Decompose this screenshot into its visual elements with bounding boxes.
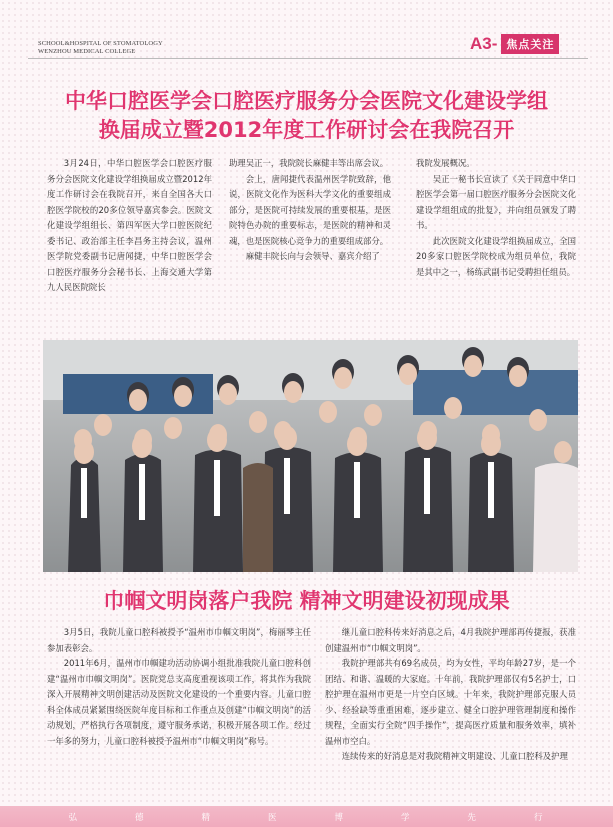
article1-column-2 (229, 156, 391, 326)
article1-title-line1: 中华口腔医学会口腔医疗服务分会医院文化建设学组 (65, 89, 548, 113)
footer-motto-char: 弘 (68, 812, 79, 823)
group-photo (43, 340, 578, 572)
article1-column-1 (47, 156, 212, 326)
article2-paragraph: 继儿童口腔科传来好消息之后，4月我院护理部再传捷报，获准创建温州市“巾帼文明岗”。 (325, 627, 576, 653)
article2-paragraph: 2011年6月，温州市巾帼建功活动协调小组批准我院儿童口腔科创建“温州市巾帼文明岗”。医院党总支高度重视该项工作，将其作为我院深入开展精神文明创建活动及医院文化建设的一个重要内容。儿童口腔科全体成员紧紧围绕医院年度目标和工作重点及创建“巾帼文明岗”的活动规划，严格执行各项制度，遵守服务承诺，积极开展各项工作。经过一年多的努力，儿童口腔科被授予温州市“巾帼文明岗”称号。 (47, 658, 311, 746)
footer-motto-char: 医 (267, 812, 279, 823)
article2-paragraph: 3月5日，我院儿童口腔科被授予“温州市巾帼文明岗”，梅丽琴主任参加表彰会。 (47, 627, 311, 653)
school-name-line2: WENZHOU MEDICAL COLLEGE (38, 48, 136, 55)
article2-column-2 (325, 625, 576, 806)
footer-motto-char: 博 (334, 812, 346, 823)
section-label: 焦点关注 (501, 34, 559, 54)
article2-column-1 (47, 625, 311, 801)
article2-paragraph: 连续传来的好消息是对我院精神文明建设、儿童口腔科及护理 (341, 751, 568, 761)
footer-motto-band (0, 806, 613, 827)
school-name-block (38, 40, 163, 56)
page-number: A3- (470, 34, 498, 53)
article1-title-line2: 换届成立暨2012年度工作研讨会在我院召开 (98, 118, 515, 142)
header-divider (28, 58, 588, 59)
article1-paragraph: 3月24日，中华口腔医学会口腔医疗服务分会医院文化建设学组换届成立暨2012年度工作研讨会在我院召开，来自全国各大口腔医学院校的20多位领导嘉宾参会。医院文化建设学组组长、第四军医大学口腔医院纪委书记、政治部主任李昌务主持会议，温州医学院党委副书记唐闻捷，中华口腔医学会口腔医疗服务分会秘书长、上海交通大学第九人民医院院长 (47, 158, 212, 292)
article1-paragraph: 此次医院文化建设学组换届成立，全国20多家口腔医学院校成为组员单位，我院是其中之一，杨练武副书记受聘担任组员。 (416, 235, 576, 277)
article2-title: 巾帼文明岗落户我院 精神文明建设初现成果 (103, 589, 510, 613)
group-photo-illustration (43, 340, 578, 572)
footer-motto-char: 德 (134, 812, 146, 823)
article1-paragraph: 会上，唐闻捷代表温州医学院致辞，他说，医院文化作为医科大学文化的重要组成部分，是医院可持续发展的重要根基，是医院特色办院的重要标志，是医院的精神和灵魂，也是医院核心竞争力的重要组成部分。 (229, 173, 391, 246)
school-name-line1: SCHOOL&HOSPITAL OF STOMATOLOGY (38, 40, 163, 47)
page-tag (470, 34, 559, 54)
article1-column-3 (416, 156, 576, 326)
footer-motto-char: 先 (467, 812, 479, 823)
article1-paragraph: 吴正一秘书长宣读了《关于同意中华口腔医学会第一届口腔医疗服务分会医院文化建设学组组成的批复》，并向组员颁发了聘书。 (416, 173, 576, 230)
article1-paragraph: 我院发展概况。 (416, 158, 475, 168)
footer-motto-char: 学 (401, 812, 412, 823)
article1-paragraph: 助理吴正一，我院院长麻健丰等出席会议。 (229, 158, 389, 168)
article1-paragraph: 麻健丰院长向与会领导、嘉宾介绍了 (245, 251, 380, 261)
article2-paragraph: 我院护理部共有69名成员，均为女性，平均年龄27岁，是一个团结、和谐、温暖的大家庭。十年前，我院护理部仅有5名护士，口腔护理在温州市更是一片空白区域。十年来，我院护理部克服人员少、经验缺等重重困难，逐步建立、健全口腔护理管理制度和操作规程，全面实行全院“四手操作”，提高医疗质量和服务效率，填补温州市空白。 (325, 658, 576, 746)
footer-motto-char: 行 (534, 812, 545, 823)
footer-motto-char: 精 (201, 812, 212, 823)
